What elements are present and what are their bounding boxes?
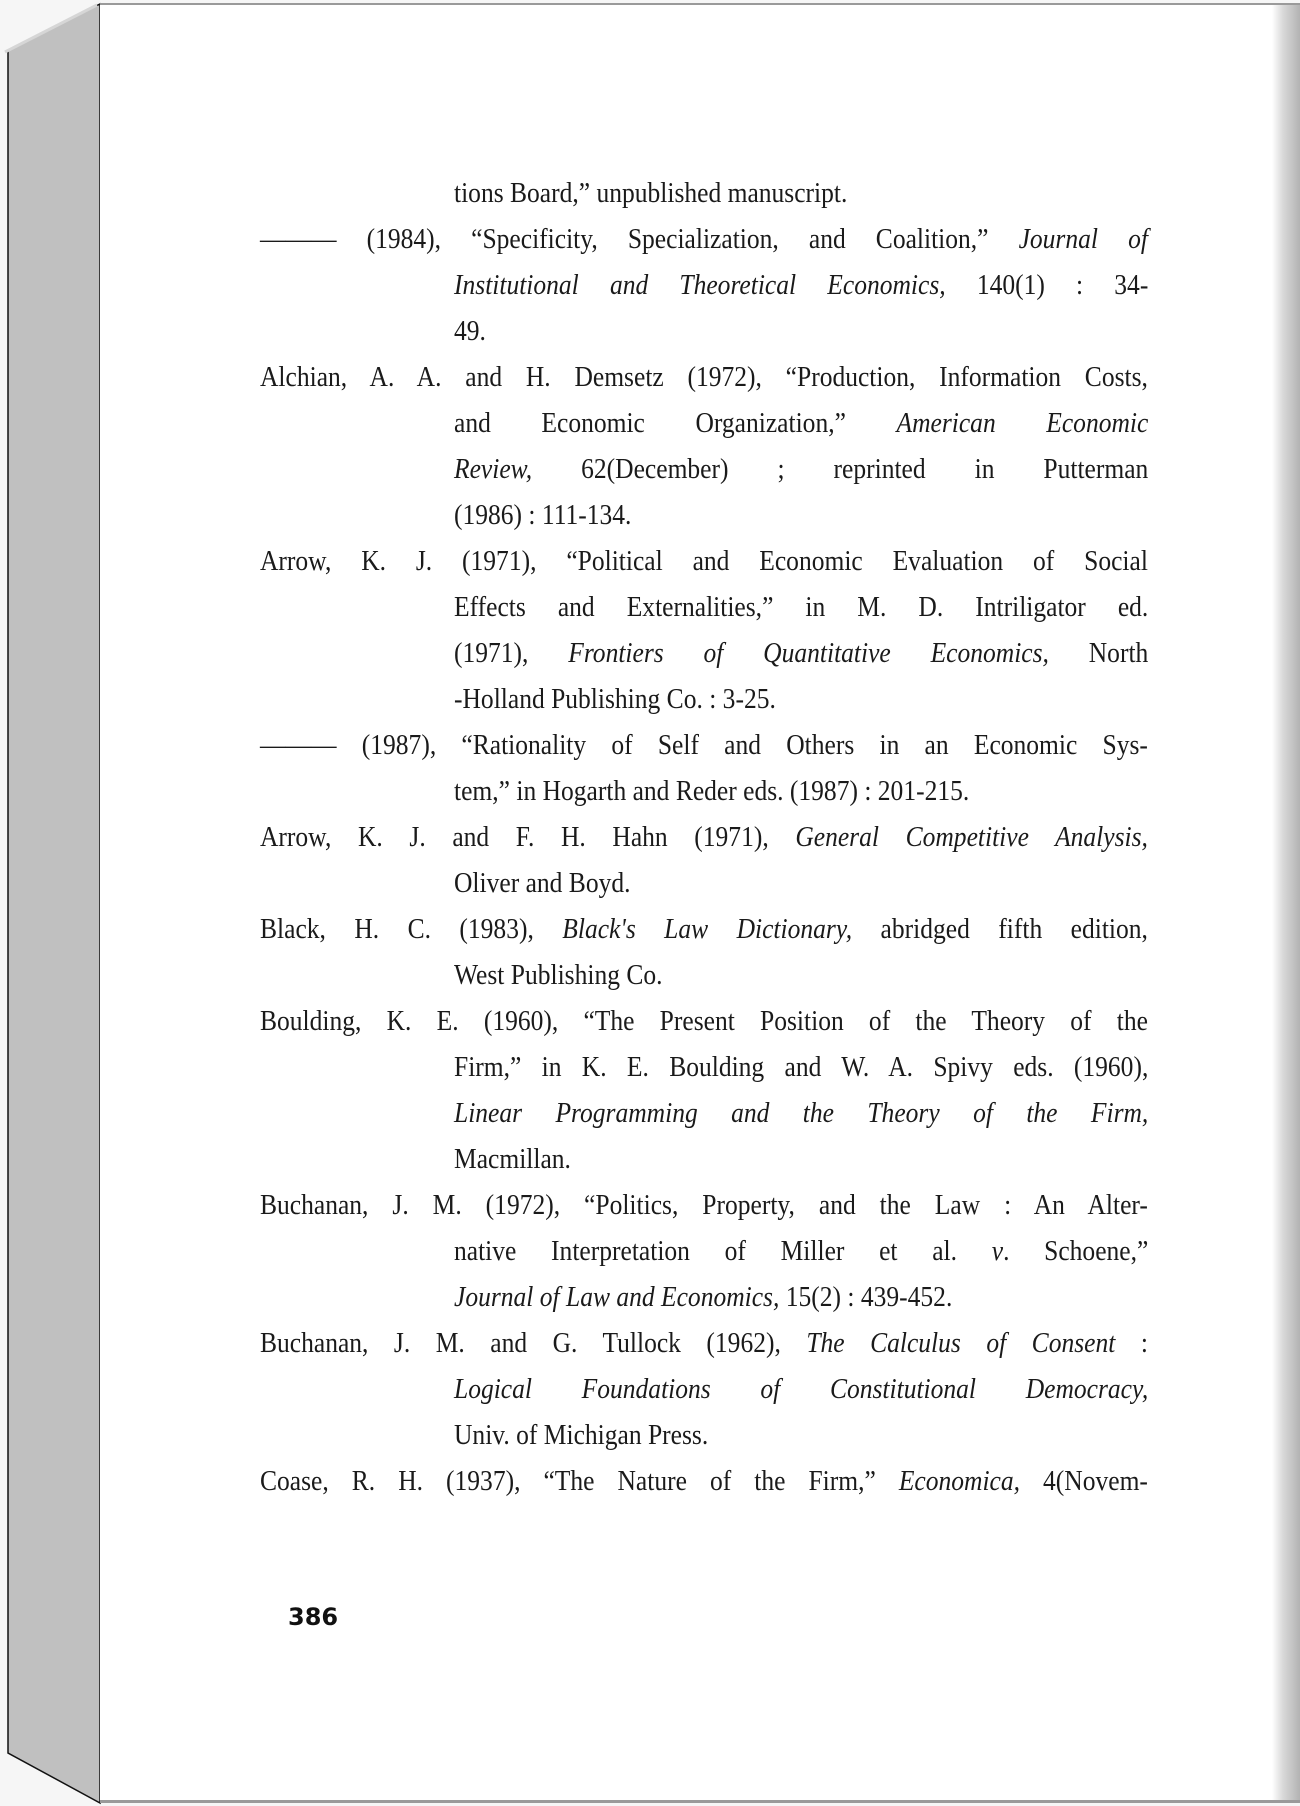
italic-title-text: The Calculus of Consent: [806, 1327, 1116, 1359]
reference-text: tem,” in Hogarth and Reder eds. (1987) : 201-215.: [454, 775, 970, 807]
reference-line: [260, 1320, 1148, 1366]
reference-line: [454, 400, 1148, 446]
italic-title-text: Institutional and Theoretical Economics,: [454, 269, 946, 301]
reference-text: (1986) : 111-134.: [454, 499, 632, 531]
italic-title-text: v: [991, 1235, 1004, 1267]
italic-title-text: Linear Programming and the Theory of the Firm,: [454, 1097, 1149, 1129]
reference-text: 140(1) : 34-: [945, 269, 1149, 301]
reference-text: native Interpretation of Miller et al.: [454, 1235, 992, 1267]
italic-title-text: Review,: [454, 453, 533, 485]
reference-text: ——— (1984), “Specificity, Specialization, and Coalition,”: [260, 223, 1019, 255]
italic-title-text: Journal of Law and Economics,: [454, 1281, 780, 1313]
reference-text: North: [1048, 637, 1149, 669]
reference-line: [260, 906, 1148, 952]
reference-line: [260, 722, 1148, 768]
reference-line: [260, 814, 1148, 860]
reference-text: 15(2) : 439-452.: [779, 1281, 953, 1313]
reference-text: Firm,” in K. E. Boulding and W. A. Spivy eds. (1960),: [454, 1051, 1149, 1083]
reference-line: [454, 1136, 1148, 1182]
reference-text: ——— (1987), “Rationality of Self and Others in an Economic Sys-: [260, 729, 1148, 761]
reference-line: [454, 1366, 1148, 1412]
reference-text: . Schoene,”: [1003, 1235, 1149, 1267]
reference-text: 49.: [454, 315, 486, 347]
reference-line: [260, 354, 1148, 400]
reference-line: [454, 676, 1148, 722]
reference-line: [454, 584, 1148, 630]
italic-title-text: Journal of: [1018, 223, 1148, 255]
italic-title-text: American Economic: [896, 407, 1149, 439]
reference-text: West Publishing Co.: [454, 959, 663, 991]
book-spine: [0, 0, 110, 1806]
reference-text: Univ. of Michigan Press.: [454, 1419, 709, 1451]
reference-text: -Holland Publishing Co. : 3-25.: [454, 683, 776, 715]
reference-text: (1971),: [454, 637, 569, 669]
italic-title-text: Logical Foundations of Constitutional Democracy,: [454, 1373, 1149, 1405]
reference-line: [454, 308, 1148, 354]
reference-text: 62(December) ; reprinted in Putterman: [532, 453, 1149, 485]
reference-line: [454, 492, 1148, 538]
reference-line: [454, 768, 1148, 814]
italic-title-text: Black's Law Dictionary,: [562, 913, 853, 945]
reference-text: Oliver and Boyd.: [454, 867, 631, 899]
reference-text: 4(Novem-: [1020, 1465, 1148, 1497]
reference-text: Buchanan, J. M. (1972), “Politics, Property, and the Law : An Alter-: [260, 1189, 1148, 1221]
reference-text: Buchanan, J. M. and G. Tullock (1962),: [260, 1327, 807, 1359]
italic-title-text: Frontiers of Quantitative Economics,: [568, 637, 1049, 669]
italic-title-text: Economica,: [898, 1465, 1021, 1497]
reference-line: [454, 860, 1148, 906]
reference-text: Black, H. C. (1983),: [260, 913, 563, 945]
reference-line: [454, 1090, 1148, 1136]
reference-text: Coase, R. H. (1937), “The Nature of the Firm,”: [260, 1465, 899, 1497]
reference-line: [454, 262, 1148, 308]
reference-text: Arrow, K. J. (1971), “Political and Economic Evaluation of Social: [260, 545, 1148, 577]
reference-text: Arrow, K. J. and F. H. Hahn (1971),: [260, 821, 796, 853]
reference-text: :: [1115, 1327, 1148, 1359]
page-edge-shadow: [1272, 5, 1300, 1800]
reference-line: [454, 446, 1148, 492]
reference-text: tions Board,” unpublished manuscript.: [454, 177, 848, 209]
reference-line: [454, 952, 1148, 998]
reference-line: [260, 216, 1148, 262]
italic-title-text: General Competitive Analysis,: [795, 821, 1148, 853]
reference-text: Macmillan.: [454, 1143, 571, 1175]
reference-line: [260, 998, 1148, 1044]
reference-line: [454, 1044, 1148, 1090]
reference-line: [260, 538, 1148, 584]
reference-line: [260, 1182, 1148, 1228]
reference-line: [454, 1412, 1148, 1458]
reference-line: [454, 1274, 1148, 1320]
reference-text: Alchian, A. A. and H. Demsetz (1972), “Production, Information Costs,: [260, 361, 1148, 393]
reference-line: [454, 630, 1148, 676]
reference-line: [260, 1458, 1148, 1504]
reference-text: and Economic Organization,”: [454, 407, 897, 439]
reference-text: abridged fifth edition,: [852, 913, 1148, 945]
reference-text: Boulding, K. E. (1960), “The Present Position of the Theory of the: [260, 1005, 1148, 1037]
reference-line: [454, 170, 1148, 216]
reference-line: [454, 1228, 1148, 1274]
page-number: 386: [288, 1603, 339, 1631]
reference-text: Effects and Externalities,” in M. D. Intriligator ed.: [454, 591, 1149, 623]
